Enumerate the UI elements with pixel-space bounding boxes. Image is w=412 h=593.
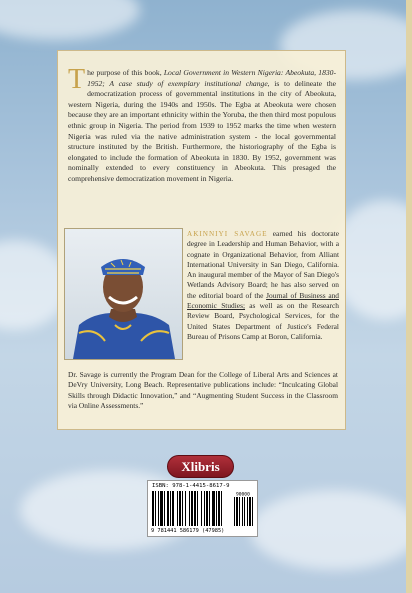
barcode-bars — [152, 491, 255, 527]
publisher-logo: Xlibris — [167, 455, 234, 478]
journal-name: Journal of Business and Economic Studies; — [187, 290, 339, 311]
author-photo — [64, 228, 183, 360]
author-name: AKINNIYI SAVAGE — [187, 230, 268, 238]
book-spine-edge — [406, 0, 412, 593]
bio-text-part1: earned his doctorate degree in Leadership and Human Behavior, with a cognate in Organizational Behavior, from Alliant International University in San Diego, California. An inaugural member of the Mayor of San Diego's Wetlands Advisory Board; he has also served on the editorial board of the — [187, 229, 339, 300]
bio-text-part2: as well as on the Research Review Board, Psychological Services, for the United States Department of Justice's Federal Bureau of Prisons Camp at Boron, California. — [187, 301, 339, 341]
author-bio — [187, 229, 339, 342]
barcode-box — [147, 480, 258, 537]
drop-cap: T — [68, 64, 86, 95]
author-portrait-illustration — [65, 229, 182, 359]
barcode-addon: 90000 — [236, 492, 250, 498]
isbn-text: ISBN: 978-1-4415-8617-9 — [152, 483, 230, 489]
barcode-digits: 9 781441 586179 (47985) — [151, 528, 225, 534]
cloud — [0, 0, 140, 40]
cloud — [250, 490, 412, 570]
intro-paragraph — [68, 64, 336, 185]
book-title: Local Government in Western Nigeria: Abeokuta, 1830-1952; A case study of exemplary institutional change, — [87, 68, 336, 88]
intro-text-rest: is to delineate the democratization process of governmental institutions in the city of Abeokuta, western Nigeria, during the 1940s and 1950s. The Egba at Abeokuta were chosen because they are an important ethnicity within the Yoruba, the then third most populous ethnic group in Nigeria. The period from 1939 to 1952 marks the time when western Nigeria was ruled via the native administration system - the local governmental structure instituted by the British. Furthermore, the historiography of the Egba is elongated to include the formation of Abeokuta in 1830. By 1952, government was nominally extended to every constituency in Abeokuta. This presaged the comprehensive democratization movement in Nigeria. — [68, 78, 336, 183]
intro-text-start: he purpose of this book, — [87, 68, 164, 77]
text-panel — [57, 50, 346, 430]
author-current-role: Dr. Savage is currently the Program Dean for the College of Liberal Arts and Sciences at DeVry University, Long Beach. Representative publications include: “Inculcating Global Skills through Didactic Innovation,” and “Augmenting Student Success in the Classroom via Online Assessments.” — [68, 370, 338, 410]
